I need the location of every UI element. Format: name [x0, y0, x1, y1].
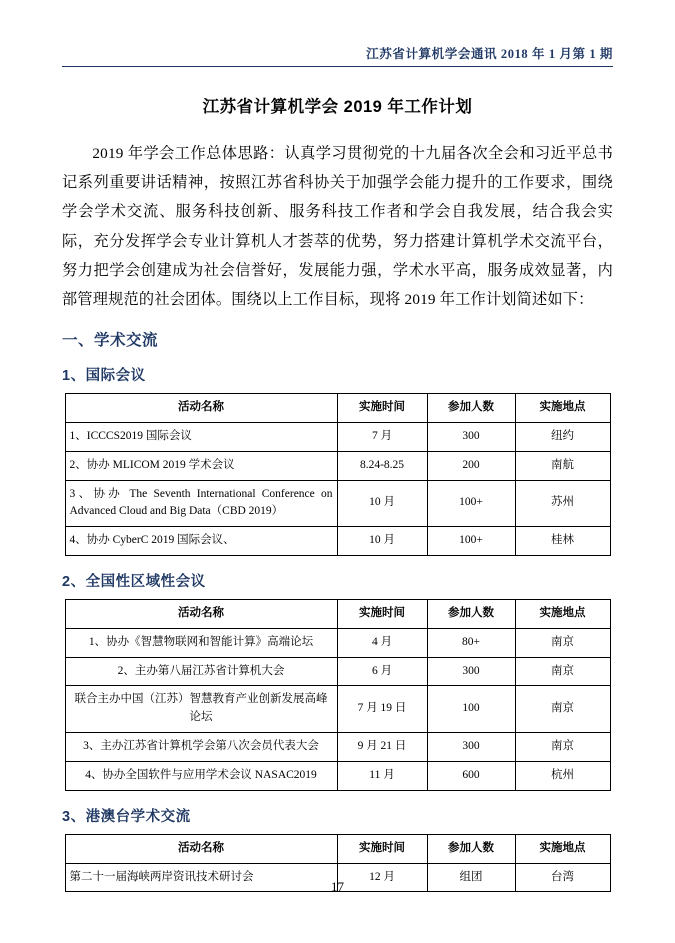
cell-attendance: 100: [427, 686, 515, 733]
cell-location: 苏州: [515, 480, 610, 527]
column-header-location: 实施地点: [515, 394, 610, 423]
cell-time: 9 月 21 日: [337, 733, 427, 762]
cell-activity: 3、协办 The Seventh International Conference on Advanced Cloud and Big Data（CBD 2019）: [65, 480, 337, 527]
cell-location: 南京: [515, 686, 610, 733]
table-header-row: [65, 394, 610, 423]
table-national-regional-conferences: [65, 599, 611, 791]
column-header-activity: 活动名称: [65, 834, 337, 863]
column-header-attendance: 参加人数: [427, 394, 515, 423]
cell-attendance: 组团: [427, 863, 515, 892]
cell-location: 南京: [515, 628, 610, 657]
table-row: [65, 480, 610, 527]
table-row: [65, 761, 610, 790]
table-row: [65, 733, 610, 762]
cell-time: 6 月: [337, 657, 427, 686]
column-header-location: 实施地点: [515, 600, 610, 629]
running-head: 江苏省计算机学会通讯 2018 年 1 月第 1 期: [366, 47, 613, 61]
page-title: 江苏省计算机学会 2019 年工作计划: [202, 98, 473, 116]
table-row: [65, 422, 610, 451]
cell-attendance: 80+: [427, 628, 515, 657]
table-row: [65, 628, 610, 657]
cell-location: 台湾: [515, 863, 610, 892]
cell-time: 10 月: [337, 480, 427, 527]
column-header-activity: 活动名称: [65, 394, 337, 423]
table-header-row: [65, 834, 610, 863]
cell-attendance: 300: [427, 657, 515, 686]
section-heading-academic-exchange: 一、学术交流: [62, 332, 159, 350]
cell-location: 南京: [515, 657, 610, 686]
table-row: [65, 657, 610, 686]
column-header-attendance: 参加人数: [427, 834, 515, 863]
cell-attendance: 100+: [427, 527, 515, 556]
cell-activity: 第二十一届海峡两岸资讯技术研讨会: [65, 863, 337, 892]
cell-time: 7 月 19 日: [337, 686, 427, 733]
cell-time: 4 月: [337, 628, 427, 657]
cell-attendance: 300: [427, 422, 515, 451]
cell-activity: 4、协办 CyberC 2019 国际会议、: [65, 527, 337, 556]
cell-location: 南航: [515, 451, 610, 480]
column-header-time: 实施时间: [337, 834, 427, 863]
cell-time: 10 月: [337, 527, 427, 556]
cell-activity: 联合主办中国（江苏）智慧教育产业创新发展高峰论坛: [65, 686, 337, 733]
cell-attendance: 600: [427, 761, 515, 790]
cell-activity: 2、主办第八届江苏省计算机大会: [65, 657, 337, 686]
table-row: [65, 686, 610, 733]
cell-activity: 1、协办《智慧物联网和智能计算》高端论坛: [65, 628, 337, 657]
cell-location: 纽约: [515, 422, 610, 451]
cell-time: 12 月: [337, 863, 427, 892]
intro-paragraph: 2019 年学会工作总体思路：认真学习贯彻党的十九届各次全会和习近平总书记系列重要讲话精神，按照江苏省科协关于加强学会能力提升的工作要求，围绕学会学术交流、服务科技创新、服务科技工作者和学会自我发展，结合我会实际，充分发挥学会专业计算机人才荟萃的优势，努力搭建计算机学术交流平台，努力把学会创建成为社会信誉好，发展能力强，学术水平高，服务成效显著，内部管理规范的社会团体。围绕以上工作目标，现将 2019 年工作计划简述如下：: [62, 145, 613, 308]
cell-time: 7 月: [337, 422, 427, 451]
cell-activity: 2、协办 MLICOM 2019 学术会议: [65, 451, 337, 480]
column-header-location: 实施地点: [515, 834, 610, 863]
table-header-row: [65, 600, 610, 629]
cell-location: 桂林: [515, 527, 610, 556]
cell-time: 8.24-8.25: [337, 451, 427, 480]
page-number: 17: [331, 879, 344, 894]
table-row: [65, 451, 610, 480]
cell-activity: 3、主办江苏省计算机学会第八次会员代表大会: [65, 733, 337, 762]
cell-attendance: 300: [427, 733, 515, 762]
cell-time: 11 月: [337, 761, 427, 790]
table-row: [65, 527, 610, 556]
cell-attendance: 100+: [427, 480, 515, 527]
subsection-heading-international-conferences: 1、国际会议: [62, 368, 146, 385]
column-header-time: 实施时间: [337, 600, 427, 629]
column-header-activity: 活动名称: [65, 600, 337, 629]
cell-activity: 4、协办全国软件与应用学术会议 NASAC2019: [65, 761, 337, 790]
header-divider: [62, 66, 613, 67]
cell-location: 杭州: [515, 761, 610, 790]
column-header-time: 实施时间: [337, 394, 427, 423]
column-header-attendance: 参加人数: [427, 600, 515, 629]
cell-activity: 1、ICCCS2019 国际会议: [65, 422, 337, 451]
subsection-heading-national-regional-conferences: 2、全国性区域性会议: [62, 574, 206, 590]
table-international-conferences: [65, 393, 611, 556]
cell-attendance: 200: [427, 451, 515, 480]
subsection-heading-cross-strait-exchange: 3、港澳台学术交流: [62, 808, 191, 825]
cell-location: 南京: [515, 733, 610, 762]
